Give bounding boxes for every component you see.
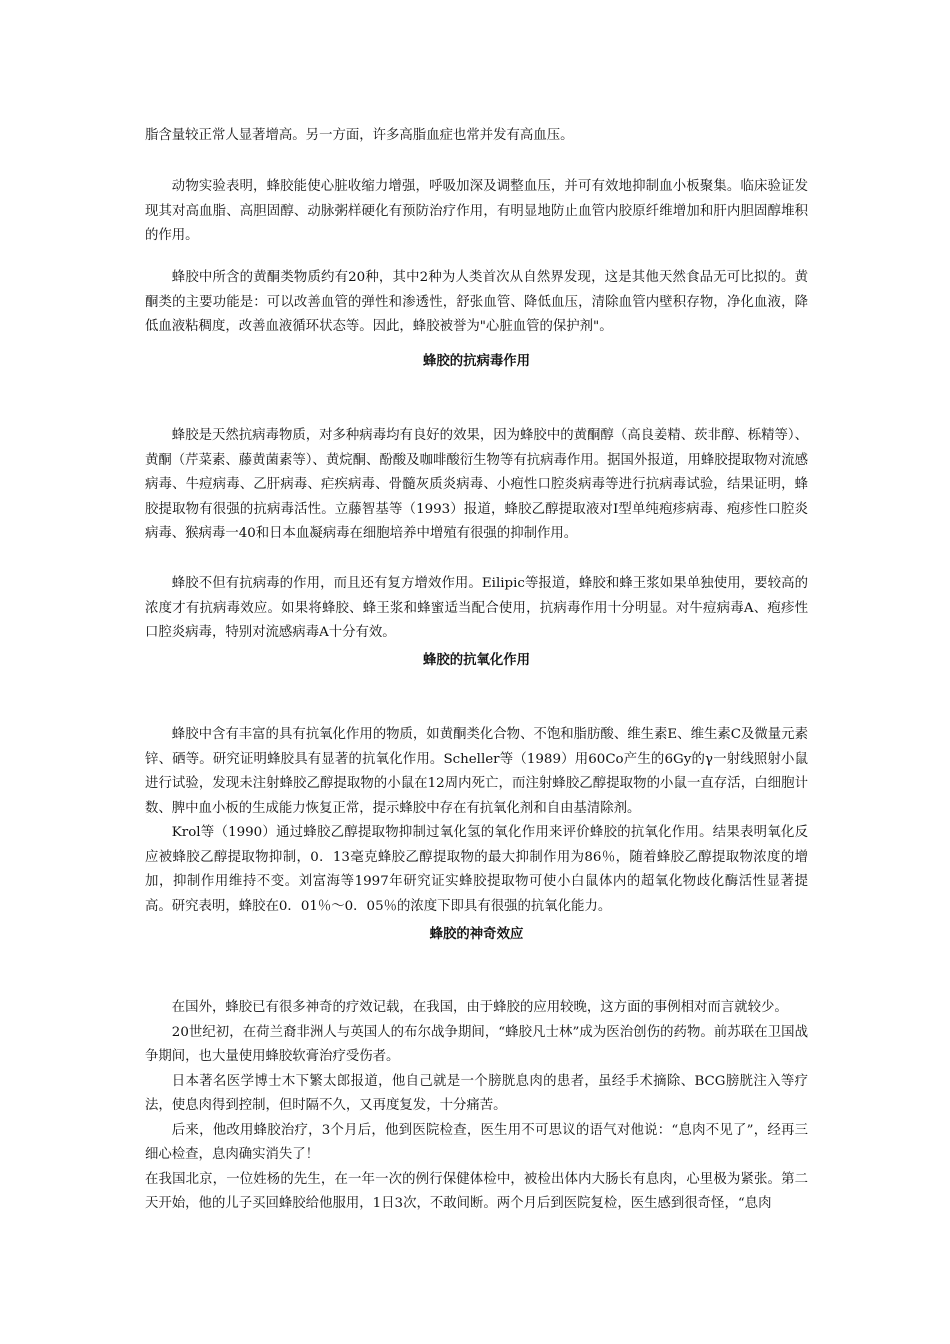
antioxidant-section: [145, 723, 808, 919]
paragraph: Krol等（1990）通过蜂胶乙醇提取物抑制过氧化氢的氧化作用来评价蜂胶的抗氧化作用。结果表明氧化反应被蜂胶乙醇提取物抑制，0．13毫克蜂胶乙醇提取物的最大抑制作用为86％，随着蜂胶乙醇提取物浓度的增加，抑制作用维持不变。刘富海等1997年研究证实蜂胶提取物可使小白鼠体内的超氧化物歧化酶活性显著提高。研究表明，蜂胶在0．01％～0．05％的浓度下即具有很强的抗氧化能力。: [145, 825, 808, 914]
paragraph: 蜂胶是天然抗病毒物质，对多种病毒均有良好的效果，因为蜂胶中的黄酮醇（高良姜精、莰非醇、栎精等）、黄酮（芹菜素、藤黄菌素等）、黄烷酮、酚酸及咖啡酸衍生物等有抗病毒作用。据国外报道，用蜂胶提取物对流感病毒、牛痘病毒、乙肝病毒、疟疾病毒、骨髓灰质炎病毒、小疱性口腔炎病毒等进行抗病毒试验，结果证明，蜂胶提取物有很强的抗病毒活性。立藤智基等（1993）报道，蜂胶乙醇提取液对Ⅰ型单纯疱疹病毒、疱疹性口腔炎病毒、猴病毒一40和日本血凝病毒在细胞培养中增殖有很强的抑制作用。: [145, 428, 808, 541]
section-heading-antivirus: 蜂胶的抗病毒作用: [422, 354, 531, 369]
paragraph: 蜂胶中含有丰富的具有抗氧化作用的物质，如黄酮类化合物、不饱和脂肪酸、维生素E、维生素C及微量元素锌、硒等。研究证明蜂胶具有显著的抗氧化作用。Scheller等（1989）用60Co产生的6Gy的γ一射线照射小鼠进行试验，发现未注射蜂胶乙醇提取物的小鼠在12周内死亡，而注射蜂胶乙醇提取物的小鼠一直存活，白细胞计数、脾中血小板的生成能力恢复正常，提示蜂胶中存在有抗氧化剂和自由基清除剂。: [145, 727, 808, 816]
paragraph: 日本著名医学博士木下繁太郎报道，他自己就是一个膀胱息肉的患者，虽经手术摘除、BCG膀胱注入等疗法，使息肉得到控制，但时隔不久，又再度复发，十分痛苦。: [145, 1073, 808, 1113]
cardio-section-animal: [145, 175, 808, 249]
antivirus-section-2: [145, 572, 808, 646]
paragraph: 在国外，蜂胶已有很多神奇的疗效记载，在我国，由于蜂胶的应用较晚，这方面的事例相对而言就较少。: [171, 1000, 788, 1015]
paragraph: 在我国北京，一位姓杨的先生，在一年一次的例行保健体检中，被检出体内大肠长有息肉，心里极为紧张。第二天开始，他的儿子买回蜂胶给他服用，1日3次，不敢间断。两个月后到医院复检，医生感到很奇怪，“息肉: [145, 1171, 808, 1211]
paragraph: 后来，他改用蜂胶治疗，3个月后，他到医院检查，医生用不可思议的语气对他说：“息肉不见了”，经再三细心检查，息肉确实消失了！: [145, 1122, 808, 1162]
cardio-section-tail: [145, 124, 808, 149]
paragraph: 蜂胶不但有抗病毒的作用，而且还有复方增效作用。Eilipic等报道，蜂胶和蜂王浆如果单独使用，要较高的浓度才有抗病毒效应。如果将蜂胶、蜂王浆和蜂蜜适当配合使用，抗病毒作用十分明显。对牛痘病毒A、疱疹性口腔炎病毒，特别对流感病毒A十分有效。: [145, 576, 808, 640]
paragraph: 20世纪初，在荷兰裔非洲人与英国人的布尔战争期间，“蜂胶凡士林”成为医治创伤的药物。前苏联在卫国战争期间，也大量使用蜂胶软膏治疗受伤者。: [145, 1024, 808, 1064]
paragraph: 动物实验表明，蜂胶能使心脏收缩力增强，呼吸加深及调整血压，并可有效地抑制血小板聚集。临床验证发现其对高血脂、高胆固醇、动脉粥样硬化有预防治疗作用，有明显地防止血管内胶原纤维增加和肝内胆固醇堆积的作用。: [145, 179, 808, 243]
section-heading-antioxidant: 蜂胶的抗氧化作用: [422, 653, 531, 668]
cardio-section-flavonoid: [145, 266, 808, 340]
section-heading-miracle: 蜂胶的神奇效应: [429, 927, 524, 942]
antivirus-section: [145, 424, 808, 547]
paragraph: 蜂胶中所含的黄酮类物质约有20种，其中2种为人类首次从自然界发现，这是其他天然食品无可比拟的。黄酮类的主要功能是：可以改善血管的弹性和渗透性，舒张血管、降低血压，清除血管内壁积存物，净化血液，降低血液粘稠度，改善血液循环状态等。因此，蜂胶被誉为"心脏血管的保护剂"。: [145, 270, 808, 334]
paragraph: 脂含量较正常人显著增高。另一方面，许多高脂血症也常并发有高血压。: [145, 128, 574, 143]
miracle-section: [145, 996, 808, 1217]
